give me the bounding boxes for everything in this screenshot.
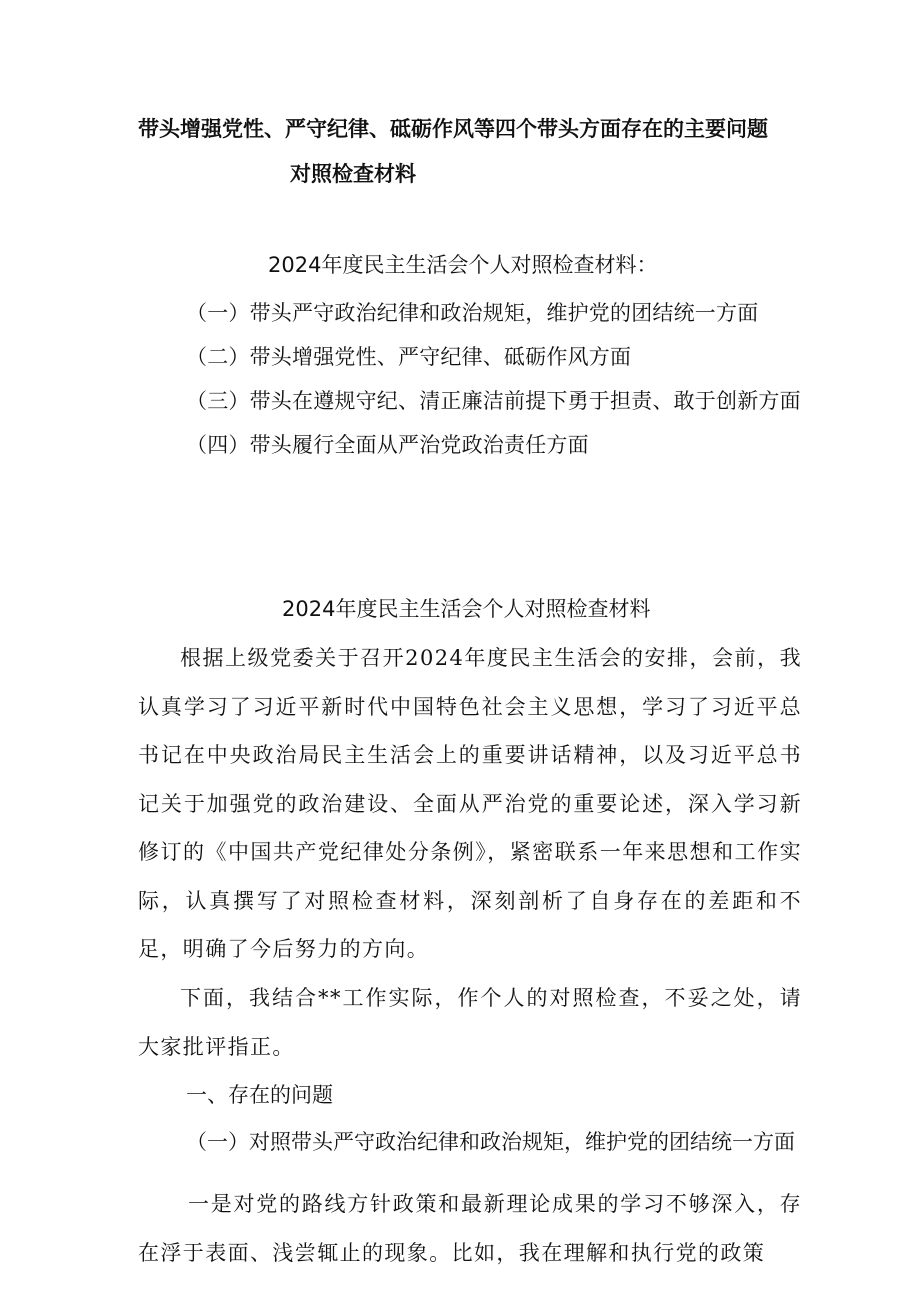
section-title: 2024年度民主生活会个人对照检查材料 <box>282 597 651 621</box>
toc-item-3: （三）带头在遵规守纪、清正廉洁前提下勇于担责、敢于创新方面 <box>186 389 801 413</box>
body-paragraph-1: 根据上级党委关于召开2024年度民主生活会的安排，会前，我认真学习了习近平新时代中国特色社会主义思想，学习了习近平总书记在中央政治局民主生活会上的重要讲话精神，以及习近平总书记关于加强党的政治建设、全面从严治党的重要论述，深入学习新修订的《中国共产党纪律处分条例》，紧密联系一年来思想和工作实际，认真撰写了对照检查材料，深刻剖析了自身存在的差距和不足，明确了今后努力的方向。 <box>138 646 802 961</box>
toc-item-1: （一）带头严守政治纪律和政治规矩，维护党的团结统一方面 <box>186 301 759 325</box>
document-title-line-2: 对照检查材料 <box>290 162 416 186</box>
toc-item-4: （四）带头履行全面从严治党政治责任方面 <box>186 433 589 457</box>
section-heading: 一、存在的问题 <box>186 1083 333 1107</box>
body-paragraph-3: 一是对党的路线方针政策和最新理论成果的学习不够深入，存在浮于表面、浅尝辄止的现象。比如，我在理解和执行党的政策 <box>138 1192 802 1265</box>
document-title-line-1: 带头增强党性、严守纪律、砥砺作风等四个带头方面存在的主要问题 <box>138 117 768 141</box>
toc-item-2: （二）带头增强党性、严守纪律、砥砺作风方面 <box>186 345 632 369</box>
subsection-heading: （一）对照带头严守政治纪律和政治规矩，维护党的团结统一方面 <box>186 1130 795 1154</box>
toc-subtitle: 2024年度民主生活会个人对照检查材料： <box>268 253 658 277</box>
body-paragraph-2: 下面，我结合**工作实际，作个人的对照检查，不妥之处，请大家批评指正。 <box>138 986 802 1059</box>
